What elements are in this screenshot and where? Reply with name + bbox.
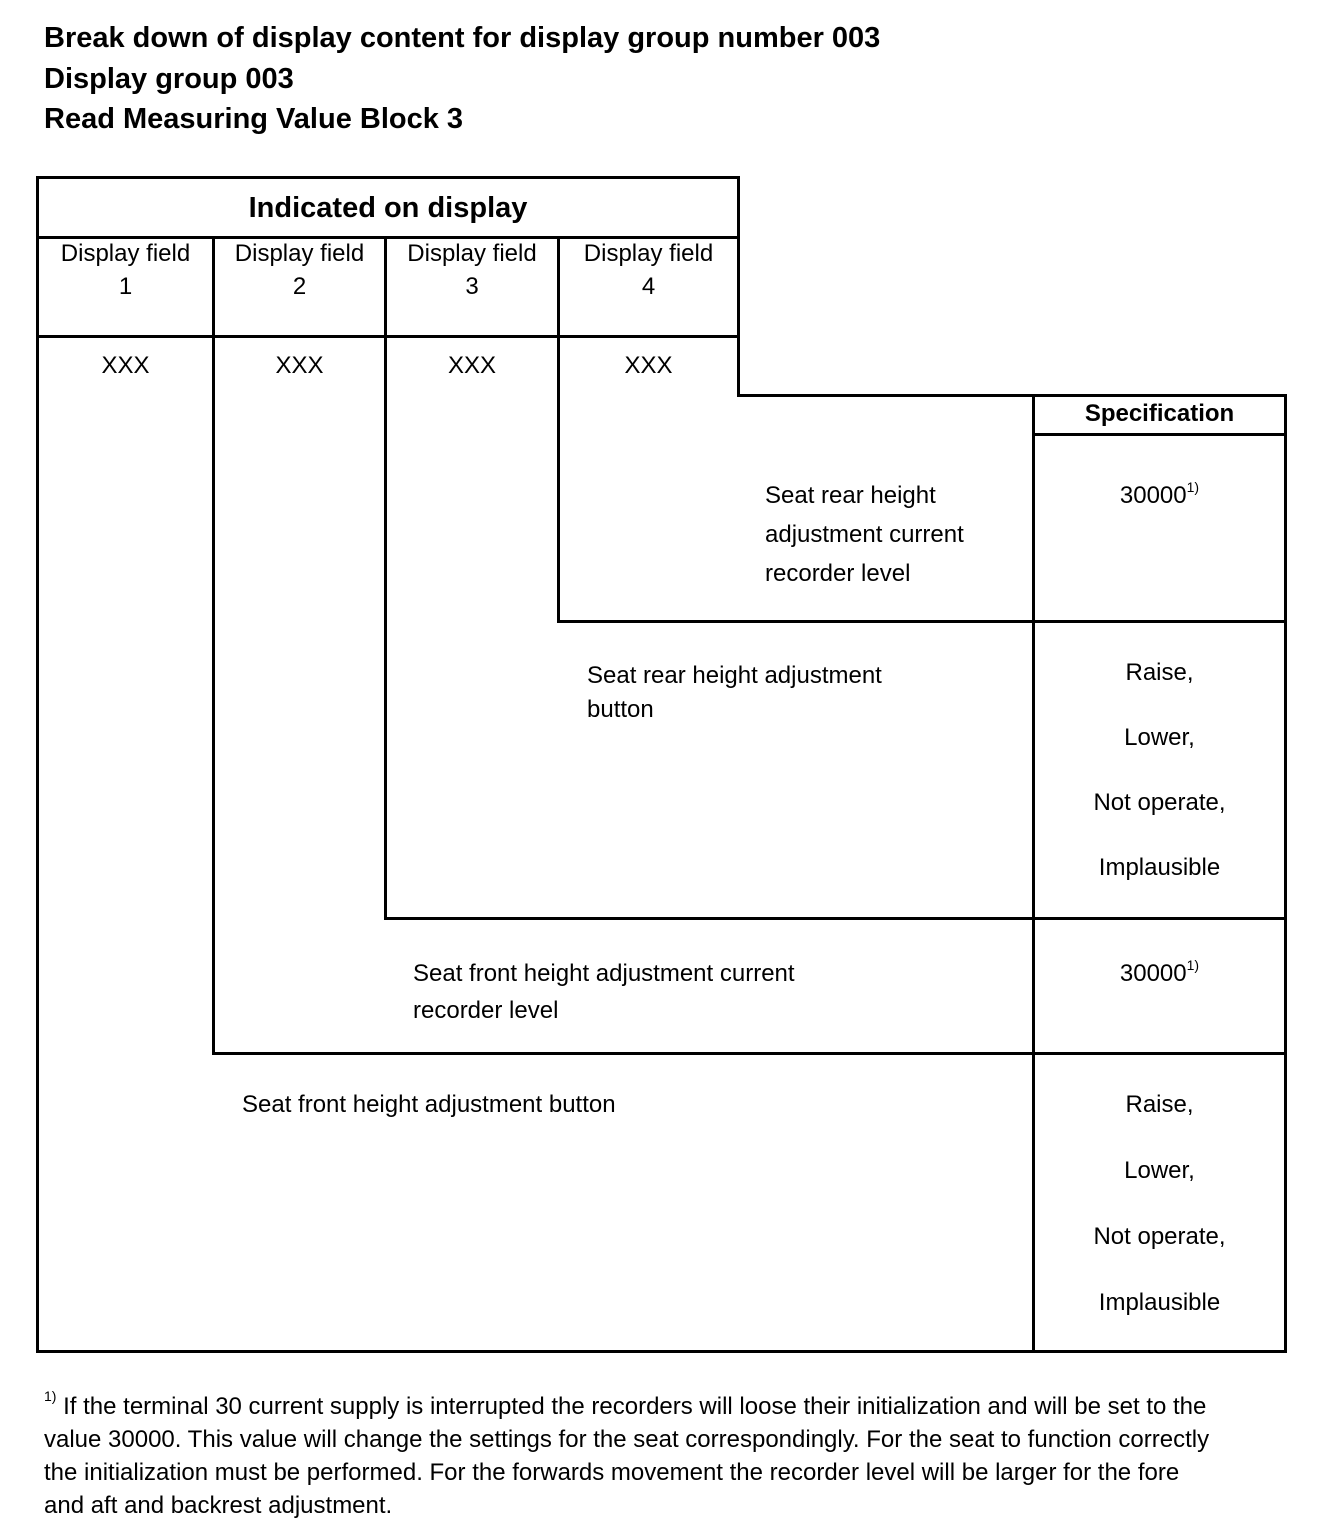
block-title: Read Measuring Value Block 3 [44,103,464,135]
field-header-4: Display field 4 [583,240,714,300]
field-header-3: Display field 3 [407,240,537,300]
footnote [44,1390,1224,1522]
field-header-2: Display field 2 [234,240,365,300]
row-divider-2 [384,917,1287,920]
display-group-title: Display group 003 [44,63,294,95]
spec-value-1: 30000$^{1)}$ [1119,479,1200,509]
group-header-divider [36,236,740,239]
field-column-divider-2 [384,236,387,920]
row-divider-1 [557,620,1287,623]
field-value-1: XXX [101,352,150,379]
field-value-4: XXX [624,352,673,379]
group-header: Indicated on display [248,192,528,224]
field-header-divider [36,335,740,338]
field-value-3: XXX [447,352,497,379]
row-description-4: Seat front height adjustment button [242,1091,616,1118]
field-column-divider-4 [737,176,740,397]
row-description-1: Seat rear height adjustment current recorder level [765,482,964,587]
table-border-top [36,176,740,179]
field-value-2: XXX [275,352,324,379]
spec-header: Specification [1084,400,1235,427]
row-description-3: Seat front height adjustment current recorder level [413,960,795,1024]
table-border-bottom [36,1350,1287,1353]
footnote-marker: 1) [44,1388,57,1404]
spec-border-top [737,394,1287,397]
spec-value-3: 30000$^{1)}$ [1119,957,1200,987]
table-border-right [1284,394,1287,1353]
page-title: Break down of display content for display group number 003 [44,22,881,54]
footnote-text: If the terminal 30 current supply is interrupted the recorders will loose their initialization and will be set to the value 30000. This value will change the settings for the seat correspondingly. For the seat to function correctly the initialization must be performed. For the forwards movement the recorder level will be larger for the fore and aft and backrest adjustment. [44,1393,1210,1519]
row-description-2: Seat rear height adjustment button [587,662,882,723]
spec-value-2: Raise, Lower, Not operate, Implausible [1093,659,1226,881]
spec-header-divider [1032,433,1287,436]
field-header-1: Display field 1 [60,240,191,300]
row-divider-3 [212,1052,1287,1055]
spec-value-4: Raise, Lower, Not operate, Implausible [1093,1091,1226,1316]
